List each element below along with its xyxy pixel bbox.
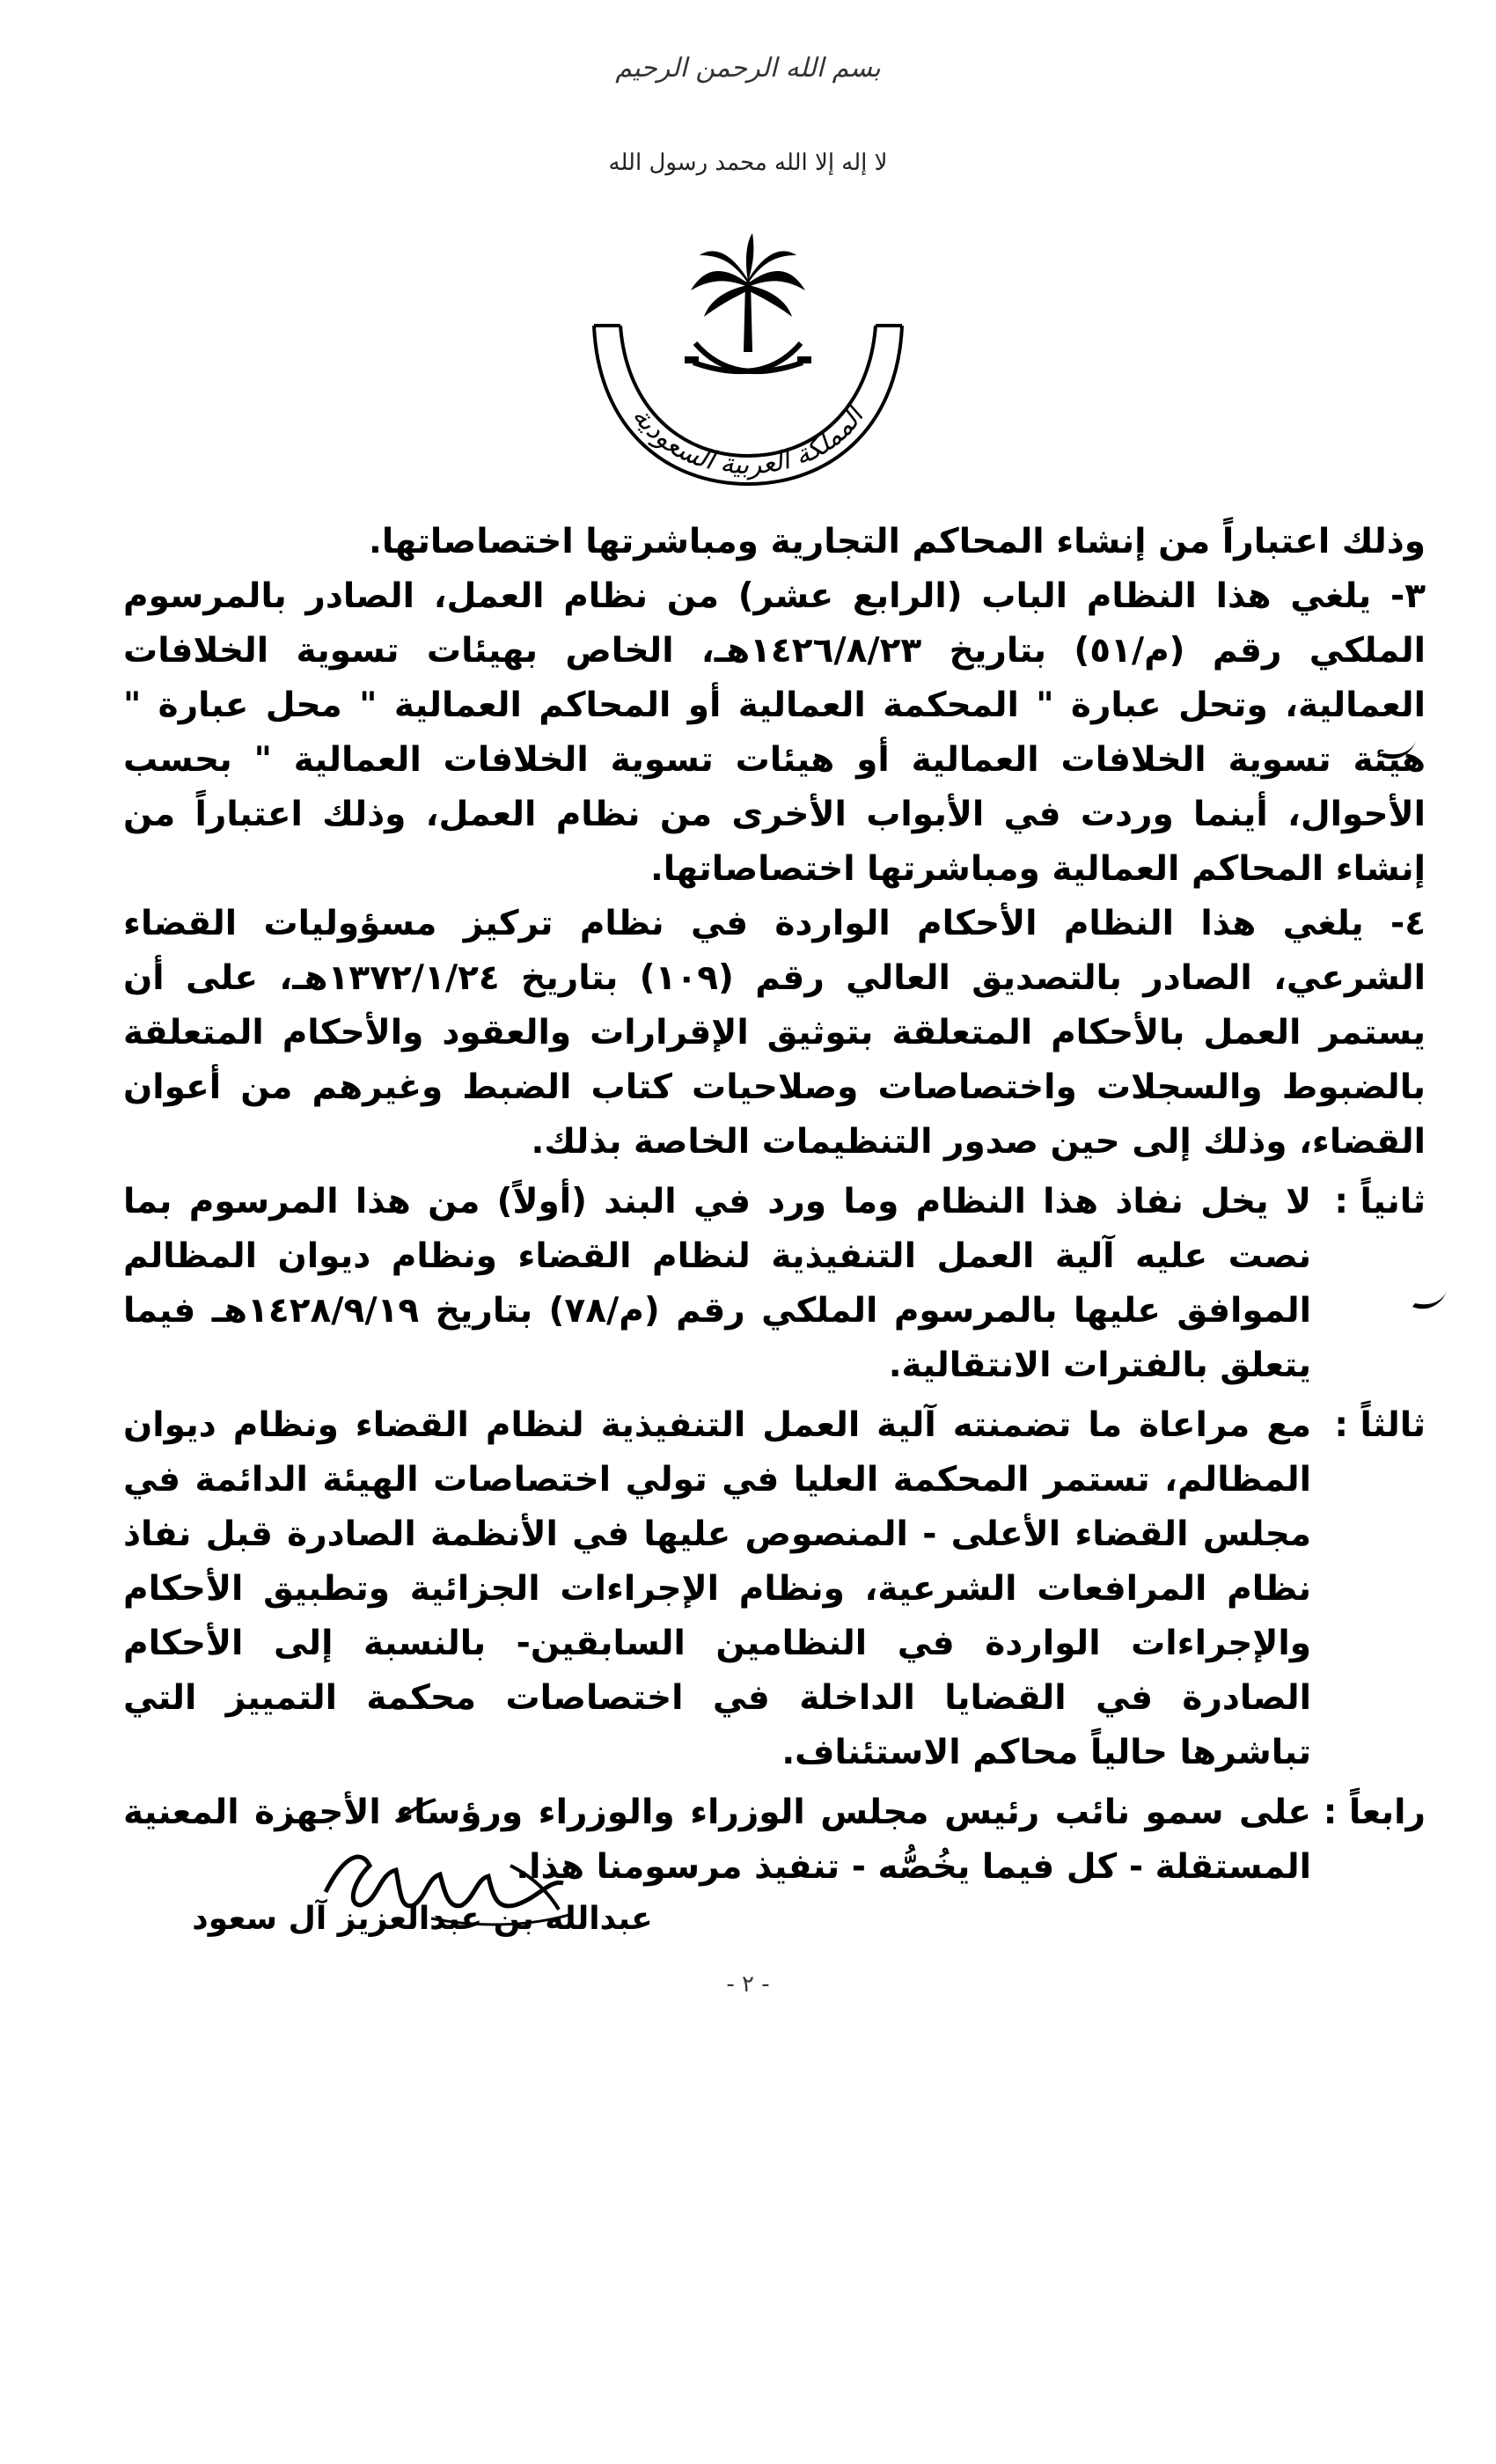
saudi-emblem (572, 229, 924, 493)
svg-text:المملكة العربية السعودية (626, 400, 871, 481)
signature (246, 1795, 686, 1971)
section-text: على سمو نائب رئيس مجلس الوزراء والوزراء ورؤساء الأجهزة المعنية المستقلة - كل فيما يخُصُّه - تنفيذ مرسومنا هذا. (123, 1793, 1311, 1887)
section-text: لا يخل نفاذ هذا النظام وما ورد في البند (أولاً) من هذا المرسوم بما نصت عليه آلية العمل التنفيذية لنظام القضاء ونظام ديوان المظالم الموافق عليها بالمرسوم الملكي رقم (م/٧٨) بتاريخ ١٤٢٨/٩/١٩هـ فيما يتعلق بالفترات الانتقالية. (123, 1182, 1312, 1385)
section-label: ثالثاً : (1334, 1405, 1426, 1445)
palm-swords-emblem-icon (572, 229, 924, 493)
item-3: ٣- يلغي هذا النظام الباب (الرابع عشر) من نظام العمل، الصادر بالمرسوم الملكي رقم (م/٥١) بتاريخ ١٤٢٦/٨/٢٣هـ، الخاص بهيئات تسوية الخلافات العمالية، وتحل عبارة " المحكمة العمالية أو المحاكم العمالية " محل عبارة " هيئة تسوية الخلافات العمالية أو هيئات تسوية الخلافات العمالية " بحسب الأحوال، أينما وردت في الأبواب الأخرى من نظام العمل، وذلك اعتباراً من إنشاء المحاكم العمالية ومباشرتها اختصاصاتها. (123, 576, 1426, 889)
emblem-caption: المملكة العربية السعودية (626, 401, 870, 481)
basmala: بسم الله الرحمن الرحيم (615, 53, 881, 84)
page-number: - ٢ - (726, 1971, 770, 1998)
section-label: ثانياً : (1334, 1182, 1426, 1221)
decree-body (123, 515, 1426, 1895)
shahada: لا إله إلا الله محمد رسول الله (608, 150, 888, 176)
section-label: رابعاً : (1323, 1793, 1426, 1832)
margin-check-mark-icon (1408, 1280, 1452, 1316)
letterhead (0, 35, 1496, 493)
section-text: مع مراعاة ما تضمنته آلية العمل التنفيذية لنظام القضاء ونظام ديوان المظالم، تستمر المحكمة العليا في تولي اختصاصات الهيئة الدائمة في مجلس القضاء الأعلى - المنصوص عليها في الأنظمة الصادرة قبل نفاذ نظام المرافعات الشرعية، ونظام الإجراءات الجزائية وتطبيق الأحكام والإجراءات الواردة في النظامين السابقين- بالنسبة إلى الأحكام الصادرة في القضايا الداخلة في اختصاصات محكمة التمييز التي تباشرها حالياً محاكم الاستئناف. (123, 1405, 1311, 1772)
handwritten-signature-icon (246, 1795, 686, 1971)
intro-paragraph: وذلك اعتباراً من إنشاء المحاكم التجارية ومباشرتها اختصاصاتها. (369, 522, 1426, 561)
section-second (123, 1175, 1426, 1393)
signer-name: عبدالله بن عبدالعزيز آل سعود (192, 1901, 653, 1937)
margin-check-mark-icon (1377, 730, 1421, 766)
item-4: ٤- يلغي هذا النظام الأحكام الواردة في نظام تركيز مسؤوليات القضاء الشرعي، الصادر بالتصديق العالي رقم (١٠٩) بتاريخ ١٣٧٢/١/٢٤هـ، على أن يستمر العمل بالأحكام المتعلقة بتوثيق الإقرارات والعقود والأحكام المتعلقة بالضبوط والسجلات واختصاصات وصلاحيات كتاب الضبط وغيرهم من أعوان القضاء، وذلك إلى حين صدور التنظيمات الخاصة بذلك. (123, 904, 1426, 1162)
section-third (123, 1398, 1426, 1780)
